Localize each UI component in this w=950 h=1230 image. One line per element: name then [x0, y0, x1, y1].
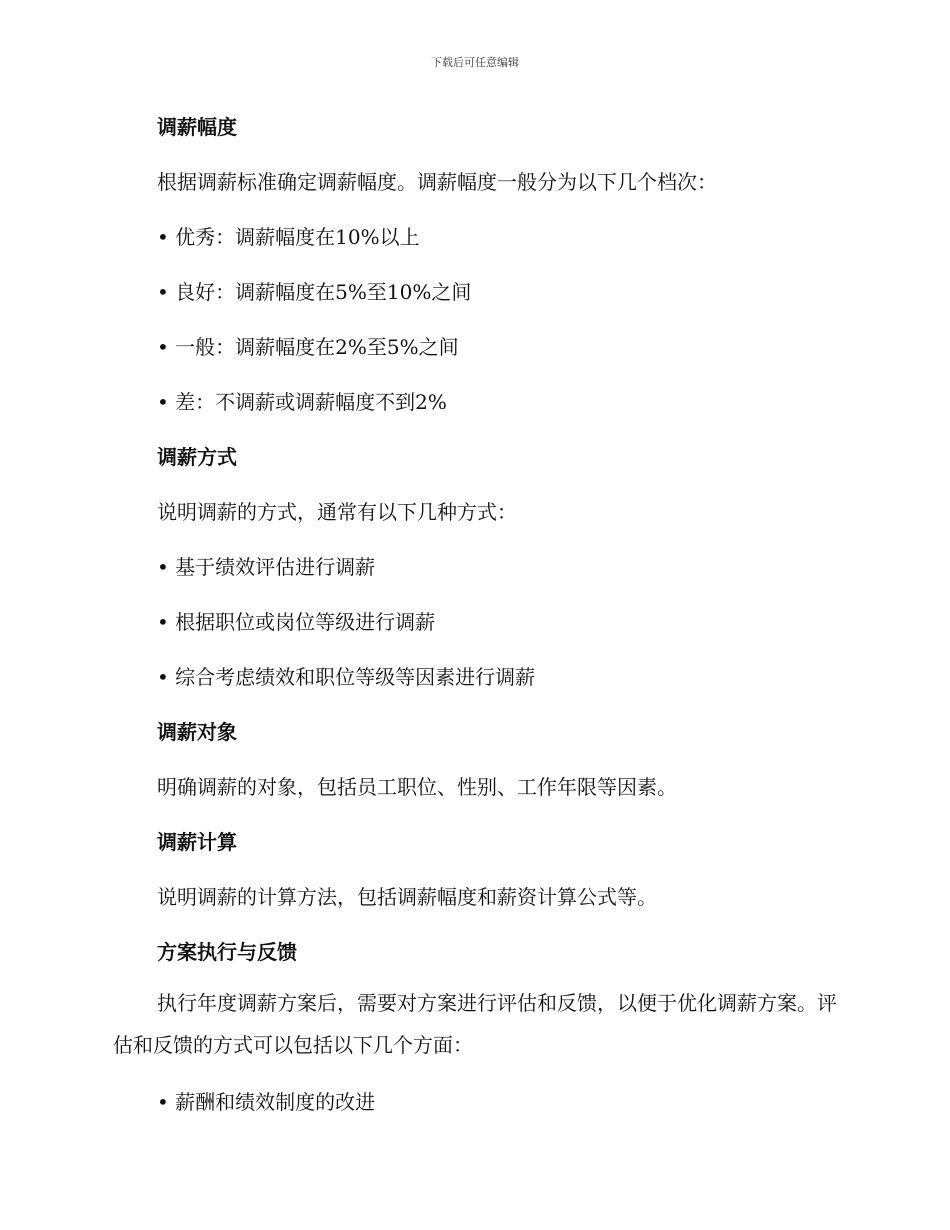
- heading-salary-target: 调薪对象: [157, 720, 237, 744]
- list-item: • 基于绩效评估进行调薪: [157, 555, 376, 579]
- list-item: • 薪酬和绩效制度的改进: [157, 1090, 376, 1114]
- target-body: 明确调薪的对象，包括员工职位、性别、工作年限等因素。: [157, 775, 677, 799]
- list-item: • 根据职位或岗位等级进行调薪: [157, 610, 436, 634]
- heading-plan-feedback: 方案执行与反馈: [157, 940, 297, 964]
- method-intro: 说明调薪的方式，通常有以下几种方式：: [157, 500, 517, 524]
- feedback-body: 执行年度调薪方案后，需要对方案进行评估和反馈，以便于优化调薪方案。评估和反馈的方式可以包括以下几个方面：: [113, 991, 837, 1057]
- list-item: • 综合考虑绩效和职位等级等因素进行调薪: [157, 665, 536, 689]
- page-header-note: 下载后可任意编辑: [431, 56, 519, 69]
- calc-body: 说明调薪的计算方法，包括调薪幅度和薪资计算公式等。: [157, 885, 657, 909]
- heading-salary-method: 调薪方式: [157, 445, 237, 469]
- list-item: • 差：不调薪或调薪幅度不到2%: [157, 390, 447, 414]
- heading-salary-calc: 调薪计算: [157, 830, 237, 854]
- list-item: • 一般：调薪幅度在2%至5%之间: [157, 335, 459, 359]
- list-item: • 优秀：调薪幅度在10%以上: [157, 225, 420, 249]
- list-item: • 良好：调薪幅度在5%至10%之间: [157, 280, 472, 304]
- range-intro: 根据调薪标准确定调薪幅度。调薪幅度一般分为以下几个档次：: [157, 170, 717, 194]
- heading-salary-range: 调薪幅度: [157, 115, 237, 139]
